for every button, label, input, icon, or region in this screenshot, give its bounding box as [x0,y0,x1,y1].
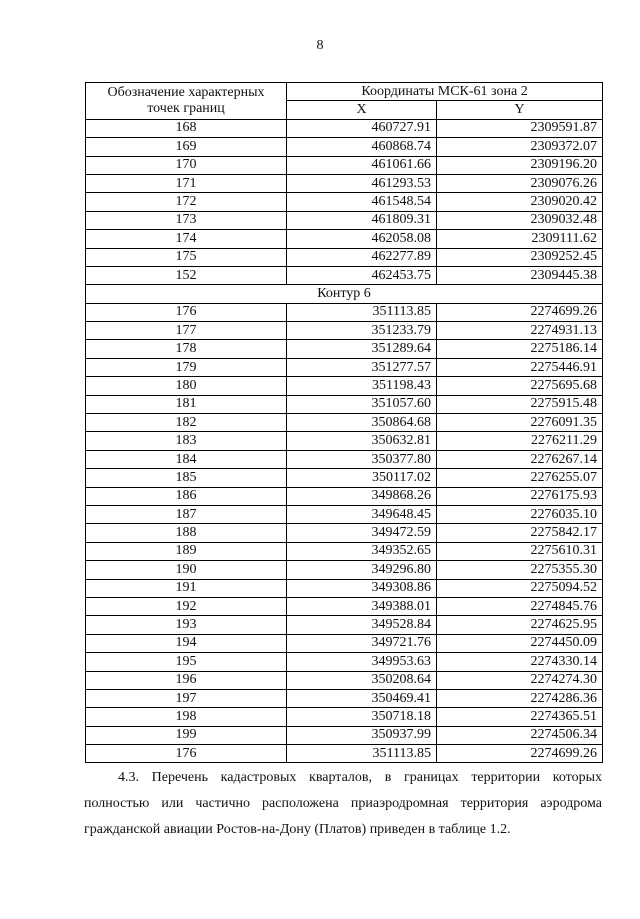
table-row [86,689,603,707]
y-coordinate-cell: 2276267.14 [437,450,603,468]
point-id-cell: 183 [86,432,287,450]
y-coordinate-cell: 2274450.09 [437,634,603,652]
x-coordinate-cell: 461061.66 [287,156,437,174]
x-coordinate-cell: 350117.02 [287,469,437,487]
point-id-cell: 178 [86,340,287,358]
x-coordinate-cell: 350864.68 [287,414,437,432]
contour-section-header [86,285,603,303]
point-id-cell: 192 [86,597,287,615]
y-coordinate-cell: 2275842.17 [437,524,603,542]
point-id-cell: 195 [86,653,287,671]
table-row [86,322,603,340]
table-row [86,303,603,321]
point-id-cell: 181 [86,395,287,413]
table-row [86,561,603,579]
table-row [86,469,603,487]
x-coordinate-cell: 349721.76 [287,634,437,652]
point-id-cell: 194 [86,634,287,652]
y-coordinate-cell: 2274274.30 [437,671,603,689]
x-coordinate-cell: 351277.57 [287,358,437,376]
table-row [86,174,603,192]
y-coordinate-cell: 2274286.36 [437,689,603,707]
x-coordinate-cell: 351198.43 [287,377,437,395]
table-row [86,616,603,634]
table-row [86,542,603,560]
table-row [86,119,603,137]
point-id-cell: 175 [86,248,287,266]
table-row [86,414,603,432]
point-id-cell: 170 [86,156,287,174]
point-id-cell: 188 [86,524,287,542]
table-row [86,450,603,468]
point-id-cell: 177 [86,322,287,340]
contour-6-label: Контур 6 [86,285,603,303]
point-id-cell: 182 [86,414,287,432]
x-coordinate-cell: 349472.59 [287,524,437,542]
y-coordinate-cell: 2309196.20 [437,156,603,174]
point-column-header: Обозначение характерных точек границ [86,83,287,120]
point-id-cell: 189 [86,542,287,560]
point-id-cell: 180 [86,377,287,395]
y-coordinate-cell: 2276175.93 [437,487,603,505]
table-row [86,745,603,763]
x-coordinate-cell: 349953.63 [287,653,437,671]
x-coordinate-cell: 349868.26 [287,487,437,505]
point-id-cell: 179 [86,358,287,376]
point-id-cell: 168 [86,119,287,137]
y-coordinate-cell: 2274506.34 [437,726,603,744]
x-coordinate-cell: 461809.31 [287,211,437,229]
y-coordinate-cell: 2275915.48 [437,395,603,413]
y-coordinate-cell: 2309591.87 [437,119,603,137]
y-coordinate-cell: 2309111.62 [437,230,603,248]
y-coordinate-cell: 2274365.51 [437,708,603,726]
table-row [86,358,603,376]
x-coordinate-cell: 462453.75 [287,266,437,284]
coordinates-table [85,82,603,763]
table-row [86,579,603,597]
table-row [86,653,603,671]
point-id-cell: 197 [86,689,287,707]
table-row [86,211,603,229]
point-id-cell: 196 [86,671,287,689]
x-coordinate-cell: 349308.86 [287,579,437,597]
y-coordinate-cell: 2275186.14 [437,340,603,358]
y-coordinate-cell: 2309445.38 [437,266,603,284]
point-id-cell: 193 [86,616,287,634]
table-section-1 [86,119,603,285]
point-id-cell: 184 [86,450,287,468]
y-coordinate-cell: 2276211.29 [437,432,603,450]
table-row [86,193,603,211]
y-coordinate-cell: 2275094.52 [437,579,603,597]
point-id-cell: 152 [86,266,287,284]
table-row [86,230,603,248]
table-row [86,266,603,284]
table-row [86,156,603,174]
x-coordinate-cell: 350632.81 [287,432,437,450]
x-coordinate-cell: 460727.91 [287,119,437,137]
table-row [86,340,603,358]
y-coordinate-cell: 2275695.68 [437,377,603,395]
y-coordinate-cell: 2274931.13 [437,322,603,340]
point-id-cell: 176 [86,303,287,321]
table-row [86,395,603,413]
table-row [86,634,603,652]
point-id-cell: 198 [86,708,287,726]
y-coordinate-cell: 2274330.14 [437,653,603,671]
x-coordinate-cell: 350208.64 [287,671,437,689]
x-coordinate-cell: 351289.64 [287,340,437,358]
body-paragraph: 4.3. Перечень кадастровых кварталов, в границах территории которых полностью или частично расположена приаэродромная территория аэродрома гражданской авиации Ростов-на-Дону (Платов) приведен в таблице 1.2. [84,770,602,837]
x-coordinate-cell: 461293.53 [287,174,437,192]
y-coordinate-cell: 2274699.26 [437,745,603,763]
x-coordinate-cell: 349648.45 [287,505,437,523]
point-id-cell: 173 [86,211,287,229]
table-row [86,377,603,395]
y-coordinate-cell: 2309032.48 [437,211,603,229]
table-row [86,708,603,726]
y-coordinate-cell: 2274625.95 [437,616,603,634]
y-coordinate-cell: 2276255.07 [437,469,603,487]
point-id-cell: 176 [86,745,287,763]
table-row [86,726,603,744]
y-coordinate-cell: 2275446.91 [437,358,603,376]
y-coordinate-cell: 2275355.30 [437,561,603,579]
x-coordinate-cell: 349296.80 [287,561,437,579]
x-coordinate-cell: 349388.01 [287,597,437,615]
table-row [86,597,603,615]
x-coordinate-cell: 350718.18 [287,708,437,726]
x-coordinate-cell: 349352.65 [287,542,437,560]
x-coordinate-cell: 350937.99 [287,726,437,744]
x-coordinate-cell: 350377.80 [287,450,437,468]
table-row [86,138,603,156]
x-coordinate-cell: 350469.41 [287,689,437,707]
point-id-cell: 172 [86,193,287,211]
y-coordinate-cell: 2274699.26 [437,303,603,321]
table-row [86,524,603,542]
table-section-contour-6 [86,303,603,763]
y-coordinate-cell: 2275610.31 [437,542,603,560]
point-id-cell: 185 [86,469,287,487]
y-column-header: Y [437,101,603,119]
point-id-cell: 190 [86,561,287,579]
x-coordinate-cell: 462277.89 [287,248,437,266]
x-coordinate-cell: 462058.08 [287,230,437,248]
coordinate-system-header: Координаты МСК-61 зона 2 [287,83,603,101]
y-coordinate-cell: 2276091.35 [437,414,603,432]
x-coordinate-cell: 460868.74 [287,138,437,156]
y-coordinate-cell: 2274845.76 [437,597,603,615]
x-coordinate-cell: 351113.85 [287,303,437,321]
page-number: 8 [316,38,324,53]
point-id-cell: 186 [86,487,287,505]
y-coordinate-cell: 2309372.07 [437,138,603,156]
x-coordinate-cell: 461548.54 [287,193,437,211]
point-id-cell: 169 [86,138,287,156]
x-column-header: X [287,101,437,119]
point-id-cell: 171 [86,174,287,192]
x-coordinate-cell: 351113.85 [287,745,437,763]
point-id-cell: 191 [86,579,287,597]
point-id-cell: 187 [86,505,287,523]
point-id-cell: 199 [86,726,287,744]
y-coordinate-cell: 2309076.26 [437,174,603,192]
table-row [86,248,603,266]
y-coordinate-cell: 2309020.42 [437,193,603,211]
point-id-cell: 174 [86,230,287,248]
y-coordinate-cell: 2276035.10 [437,505,603,523]
table-row [86,671,603,689]
table-row [86,505,603,523]
table-header [86,83,603,120]
x-coordinate-cell: 351233.79 [287,322,437,340]
x-coordinate-cell: 351057.60 [287,395,437,413]
table-row [86,432,603,450]
x-coordinate-cell: 349528.84 [287,616,437,634]
table-row [86,487,603,505]
y-coordinate-cell: 2309252.45 [437,248,603,266]
